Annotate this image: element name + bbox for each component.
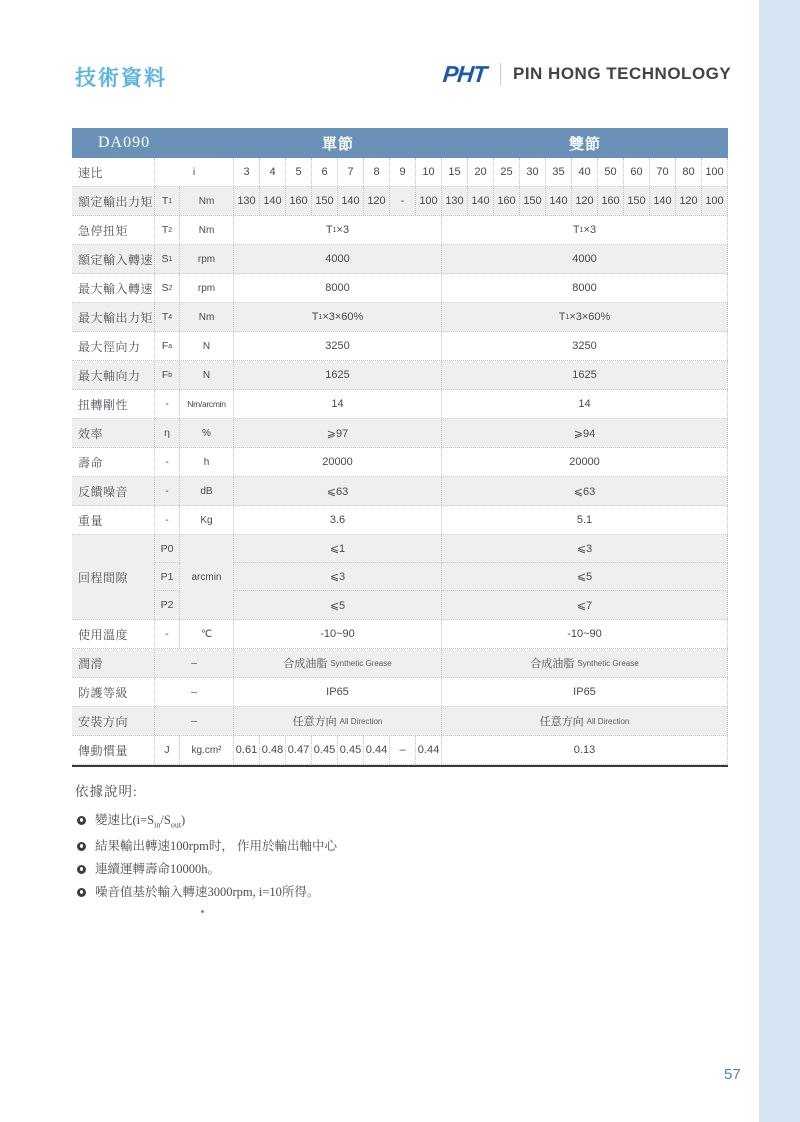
double-stage-value: 0.13: [442, 736, 728, 764]
table-row: [72, 274, 728, 303]
row-symbol: -: [155, 477, 180, 505]
row-unit: Nm: [180, 187, 234, 215]
row-symbol: -: [155, 390, 180, 418]
row-label: 回程間隙: [72, 535, 155, 619]
ratio-value: 4: [260, 158, 286, 186]
single-stage-value: T 1 ×3: [234, 216, 442, 244]
inertia-value: 0.45: [338, 736, 364, 764]
torque-value: 140: [650, 187, 676, 215]
single-stage-value: 3250: [234, 332, 442, 360]
single-stage-header: 單節: [321, 136, 354, 153]
single-stage-value: 合成油脂 Synthetic Grease: [234, 649, 442, 677]
torque-value: 150: [520, 187, 546, 215]
row-label: 使用溫度: [72, 620, 155, 648]
table-row: [72, 390, 728, 419]
ratio-value: 50: [598, 158, 624, 186]
double-stage-value: 8000: [442, 274, 728, 302]
row-symbol: T 1: [155, 187, 180, 215]
single-stage-value: ⩽1: [234, 535, 442, 563]
ratio-value: 5: [286, 158, 312, 186]
table-row: [72, 448, 728, 477]
row-label: 最大徑向力: [72, 332, 155, 360]
torque-value: 160: [286, 187, 312, 215]
single-stage-value: ⩽3: [234, 563, 442, 591]
row-label: 傳動慣量: [72, 736, 155, 764]
torque-value: 160: [494, 187, 520, 215]
ratio-value: 25: [494, 158, 520, 186]
row-unit: Nm/arcmin: [180, 390, 234, 418]
row-unit: h: [180, 448, 234, 476]
brand-divider: [500, 63, 501, 85]
row-label: 額定輸入轉速: [72, 245, 155, 273]
table-row: [72, 361, 728, 390]
torque-value: 140: [546, 187, 572, 215]
single-stage-value: IP65: [234, 678, 442, 706]
row-symbol: F b: [155, 361, 180, 389]
double-stage-value: 5.1: [442, 506, 728, 534]
double-stage-value: IP65: [442, 678, 728, 706]
single-stage-value: T 1 ×3×60%: [234, 303, 442, 331]
table-row: [72, 332, 728, 361]
ratio-value: 10: [416, 158, 442, 186]
row-symbol: -: [155, 448, 180, 476]
ratio-value: 3: [234, 158, 260, 186]
row-symbol: T 2: [155, 216, 180, 244]
torque-value: 100: [416, 187, 442, 215]
inertia-value: 0.44: [364, 736, 390, 764]
double-stage-value: T 1 ×3×60%: [442, 303, 728, 331]
row-symbol: -: [155, 506, 180, 534]
row-symbol: –: [155, 649, 234, 677]
torque-value: 150: [312, 187, 338, 215]
inertia-value: 0.45: [312, 736, 338, 764]
torque-value: -: [390, 187, 416, 215]
row-symbol: F a: [155, 332, 180, 360]
row-unit: rpm: [180, 245, 234, 273]
row-unit: Nm: [180, 216, 234, 244]
double-stage-value: T 1 ×3: [442, 216, 728, 244]
spec-table: [72, 128, 728, 767]
torque-value: 160: [598, 187, 624, 215]
row-unit: rpm: [180, 274, 234, 302]
row-unit: dB: [180, 477, 234, 505]
inertia-value: 0.47: [286, 736, 312, 764]
double-stage-value: ⩽63: [442, 477, 728, 505]
row-symbol: -: [155, 620, 180, 648]
row-unit: N: [180, 332, 234, 360]
note-bullet-icon: [77, 865, 86, 874]
row-unit: ℃: [180, 620, 234, 648]
single-stage-value: 1625: [234, 361, 442, 389]
torque-value: 140: [468, 187, 494, 215]
single-stage-value: 20000: [234, 448, 442, 476]
torque-value: 150: [624, 187, 650, 215]
table-bottom-border: [72, 765, 728, 767]
ratio-value: 70: [650, 158, 676, 186]
ratio-value: 80: [676, 158, 702, 186]
torque-value: 140: [338, 187, 364, 215]
ratio-value: 35: [546, 158, 572, 186]
table-row: [72, 736, 728, 765]
table-row: [72, 216, 728, 245]
brand-header: [443, 60, 731, 88]
row-unit: %: [180, 419, 234, 447]
row-symbol: i: [155, 158, 234, 186]
page-edge-band: [759, 0, 800, 1122]
row-symbol: J: [155, 736, 180, 764]
inertia-value: 0.48: [260, 736, 286, 764]
torque-value: 120: [364, 187, 390, 215]
double-stage-value: 14: [442, 390, 728, 418]
row-symbol: S 1: [155, 245, 180, 273]
ratio-value: 6: [312, 158, 338, 186]
ratio-value: 100: [702, 158, 728, 186]
row-label: 安裝方向: [72, 707, 155, 735]
page-number: 57: [724, 1066, 741, 1083]
double-stage-value: ⩾94: [442, 419, 728, 447]
table-row: [72, 506, 728, 535]
note-bullet-icon: [77, 888, 86, 897]
double-stage-value: -10~90: [442, 620, 728, 648]
row-symbol: S 2: [155, 274, 180, 302]
torque-value: 130: [234, 187, 260, 215]
single-stage-value: -10~90: [234, 620, 442, 648]
table-row: [72, 245, 728, 274]
torque-value: 100: [702, 187, 728, 215]
ratio-value: 20: [468, 158, 494, 186]
row-label: 扭轉剛性: [72, 390, 155, 418]
double-stage-header: 雙節: [568, 136, 601, 153]
notes-heading: 依據說明:: [75, 784, 138, 799]
single-stage-value: 14: [234, 390, 442, 418]
row-label: 壽命: [72, 448, 155, 476]
pht-logo: PHT: [441, 60, 488, 87]
double-stage-value: 合成油脂 Synthetic Grease: [442, 649, 728, 677]
inertia-value: –: [390, 736, 416, 764]
row-unit: arcmin: [180, 535, 234, 619]
note-bullet-icon: [77, 816, 86, 825]
stray-dot: [201, 910, 204, 913]
double-stage-value: 任意方向 All Direction: [442, 707, 728, 735]
company-name: PIN HONG TECHNOLOGY: [513, 64, 732, 83]
table-row: [72, 158, 728, 187]
double-stage-value: 4000: [442, 245, 728, 273]
table-row: [72, 477, 728, 506]
note-bullet-icon: [77, 842, 86, 851]
ratio-value: 60: [624, 158, 650, 186]
single-stage-value: 4000: [234, 245, 442, 273]
single-stage-value: 8000: [234, 274, 442, 302]
note-item: [75, 886, 635, 899]
ratio-value: 15: [442, 158, 468, 186]
table-row: [72, 678, 728, 707]
row-label: 反饋噪音: [72, 477, 155, 505]
table-header: [72, 128, 728, 158]
torque-value: 120: [676, 187, 702, 215]
torque-value: 130: [442, 187, 468, 215]
table-row: [72, 303, 728, 332]
note-text: 連續運轉壽命10000h。: [95, 862, 221, 877]
table-row: [72, 535, 728, 620]
row-symbol: P1: [155, 563, 180, 591]
single-stage-value: ⩽5: [234, 591, 442, 619]
double-stage-value: 20000: [442, 448, 728, 476]
single-stage-value: ⩽63: [234, 477, 442, 505]
notes-section: [75, 780, 635, 909]
table-row: [72, 419, 728, 448]
ratio-value: 9: [390, 158, 416, 186]
note-text: 變速比$(i=S_{in}/S_{out})$: [95, 813, 186, 830]
row-unit: Kg: [180, 506, 234, 534]
row-symbol: –: [155, 707, 234, 735]
note-item: [75, 814, 635, 830]
row-symbol: P0: [155, 535, 180, 563]
table-row: [72, 649, 728, 678]
row-label: 急停扭矩: [72, 216, 155, 244]
row-label: 最大輸入轉速: [72, 274, 155, 302]
ratio-value: 30: [520, 158, 546, 186]
spec-table-body: [72, 158, 728, 765]
row-symbol: –: [155, 678, 234, 706]
row-unit: Nm: [180, 303, 234, 331]
double-stage-value: ⩽7: [442, 591, 728, 619]
table-row: [72, 187, 728, 216]
table-row: [72, 620, 728, 649]
row-label: 最大軸向力: [72, 361, 155, 389]
page-title: 技術資料: [75, 67, 167, 90]
row-label: 額定輸出力矩: [72, 187, 155, 215]
single-stage-value: ⩾97: [234, 419, 442, 447]
inertia-value: 0.44: [416, 736, 442, 764]
note-item: [75, 840, 635, 853]
row-unit: N: [180, 361, 234, 389]
ratio-value: 8: [364, 158, 390, 186]
single-stage-value: 任意方向 All Direction: [234, 707, 442, 735]
double-stage-value: 1625: [442, 361, 728, 389]
table-row: [72, 707, 728, 736]
note-text: 結果輸出轉速100rpm时， 作用於輸出軸中心: [95, 838, 338, 853]
torque-value: 120: [572, 187, 598, 215]
note-text: 噪音值基於輸入轉速3000rpm, i=10所得。: [95, 885, 320, 900]
model-name: DA090: [98, 134, 151, 151]
torque-value: 140: [260, 187, 286, 215]
row-label: 潤滑: [72, 649, 155, 677]
row-label: 最大輸出力矩: [72, 303, 155, 331]
row-label: 防護等級: [72, 678, 155, 706]
inertia-value: 0.61: [234, 736, 260, 764]
row-symbol: η: [155, 419, 180, 447]
double-stage-value: ⩽3: [442, 535, 728, 563]
single-stage-value: 3.6: [234, 506, 442, 534]
double-stage-value: 3250: [442, 332, 728, 360]
row-unit: kg.cm²: [180, 736, 234, 764]
row-label: 效率: [72, 419, 155, 447]
ratio-value: 40: [572, 158, 598, 186]
notes-list: [75, 814, 635, 899]
ratio-value: 7: [338, 158, 364, 186]
row-label: 重量: [72, 506, 155, 534]
row-label: 速比: [72, 158, 155, 186]
note-item: [75, 863, 635, 876]
double-stage-value: ⩽5: [442, 563, 728, 591]
row-symbol: T 4: [155, 303, 180, 331]
row-symbol: P2: [155, 591, 180, 619]
